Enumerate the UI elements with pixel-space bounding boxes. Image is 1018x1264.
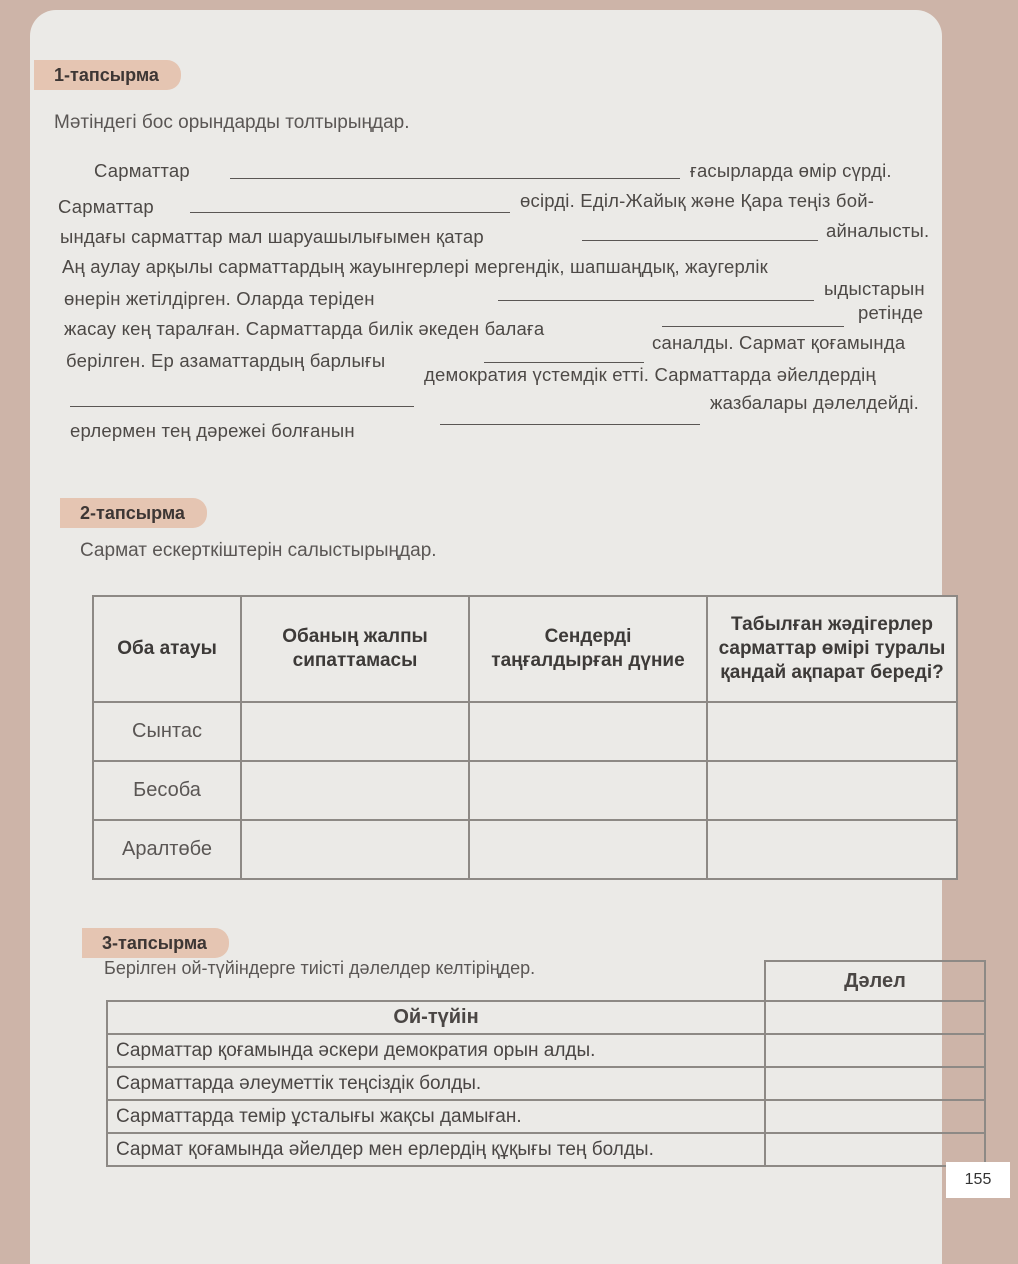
task1-line-9a: ерлермен тең дәрежеі болғанын	[70, 420, 355, 441]
task1-line-1b: ғасырларда өмір сүрді.	[690, 160, 892, 181]
fill-blank[interactable]	[70, 406, 414, 407]
fill-blank[interactable]	[662, 326, 844, 327]
table-row	[93, 702, 957, 761]
task1-line-8: демократия үстемдік етті. Сарматтарда әйелдердің	[424, 364, 876, 385]
col-header-conclusion: Ой-түйін	[107, 1001, 765, 1034]
task1-line-6a: жасау кең таралған. Сарматтарда билік әкеден балаға	[64, 318, 545, 339]
answer-cell[interactable]	[765, 1001, 985, 1034]
answer-cell[interactable]	[707, 702, 957, 761]
task3-label: 3-тапсырма	[82, 928, 229, 958]
row-label-besoba: Бесоба	[93, 761, 241, 820]
arguments-table	[106, 960, 986, 1167]
comparison-table	[92, 595, 958, 880]
row-label-syntas: Сынтас	[93, 702, 241, 761]
task3-instruction: Берілген ой-түйіндерге тиісті дәлелдер келтіріңдер.	[104, 958, 536, 978]
answer-cell[interactable]	[469, 820, 707, 879]
conclusion-1: Сарматтар қоғамында әскери демократия орын алды.	[107, 1034, 765, 1067]
conclusion-3: Сарматтарда темір ұсталығы жақсы дамыған.	[107, 1100, 765, 1133]
answer-cell[interactable]	[707, 820, 957, 879]
table-row	[107, 1067, 985, 1100]
table-row	[107, 1100, 985, 1133]
page-number: 155	[946, 1162, 1010, 1198]
row-label-araltobe: Аралтөбе	[93, 820, 241, 879]
task1-label: 1-тапсырма	[34, 60, 181, 90]
task2-label: 2-тапсырма	[60, 498, 207, 528]
fill-blank[interactable]	[484, 362, 644, 363]
table-header-row	[107, 1001, 985, 1034]
col-header-description: Обаның жалпы сипаттамасы	[241, 596, 469, 702]
answer-cell[interactable]	[469, 702, 707, 761]
answer-cell[interactable]	[241, 820, 469, 879]
task1-line-3a: ындағы сарматтар мал шаруашылығымен қатар	[60, 226, 484, 247]
col-header-artifacts: Табылған жәдігерлер сарматтар өмірі туралы қандай ақпарат береді?	[707, 596, 957, 702]
table-header-row	[93, 596, 957, 702]
fill-blank[interactable]	[230, 178, 680, 179]
col-header-evidence: Дәлел	[765, 961, 985, 1001]
fill-blank[interactable]	[498, 300, 814, 301]
task1-line-2a: Сарматтар	[58, 196, 154, 217]
conclusion-2: Сарматтарда әлеуметтік теңсіздік болды.	[107, 1067, 765, 1100]
task1-line-2b: өсірді. Еділ-Жайық және Қара теңіз бой-	[520, 190, 875, 211]
task1-line-1a: Сарматтар	[94, 160, 190, 181]
answer-cell[interactable]	[765, 1100, 985, 1133]
table-row	[93, 820, 957, 879]
task1-line-9b: жазбалары дәлелдейді.	[710, 392, 920, 413]
conclusion-4: Сармат қоғамында әйелдер мен ерлердің құқығы тең болды.	[107, 1133, 765, 1166]
answer-cell[interactable]	[765, 1034, 985, 1067]
task1-line-6b: ретінде	[858, 302, 924, 323]
task1-instruction: Мәтіндегі бос орындарды толтырыңдар.	[54, 112, 410, 133]
answer-cell[interactable]	[469, 761, 707, 820]
table-row	[93, 761, 957, 820]
answer-cell[interactable]	[765, 1067, 985, 1100]
table-row	[107, 1034, 985, 1067]
fill-blank[interactable]	[582, 240, 818, 241]
answer-cell[interactable]	[241, 761, 469, 820]
task1-line-7b: саналды. Сармат қоғамында	[652, 332, 906, 353]
answer-cell[interactable]	[707, 761, 957, 820]
task1-line-4: Аң аулау арқылы сарматтардың жауынгерлері мергендік, шапшаңдық, жаугерлік	[62, 256, 768, 277]
task1-line-3b: айналысты.	[826, 220, 930, 241]
answer-cell[interactable]	[241, 702, 469, 761]
col-header-surprise: Сендерді таңғалдырған дүние	[469, 596, 707, 702]
table-row	[107, 1133, 985, 1166]
task1-line-7a: берілген. Ер азаматтардың барлығы	[66, 350, 386, 371]
task2-instruction: Сармат ескерткіштерін салыстырыңдар.	[80, 540, 437, 561]
fill-blank[interactable]	[440, 424, 700, 425]
task1-line-5b: ыдыстарын	[824, 278, 925, 299]
fill-blank[interactable]	[190, 212, 510, 213]
task1-line-5a: өнерін жетілдірген. Оларда теріден	[64, 288, 375, 309]
col-header-name: Оба атауы	[93, 596, 241, 702]
